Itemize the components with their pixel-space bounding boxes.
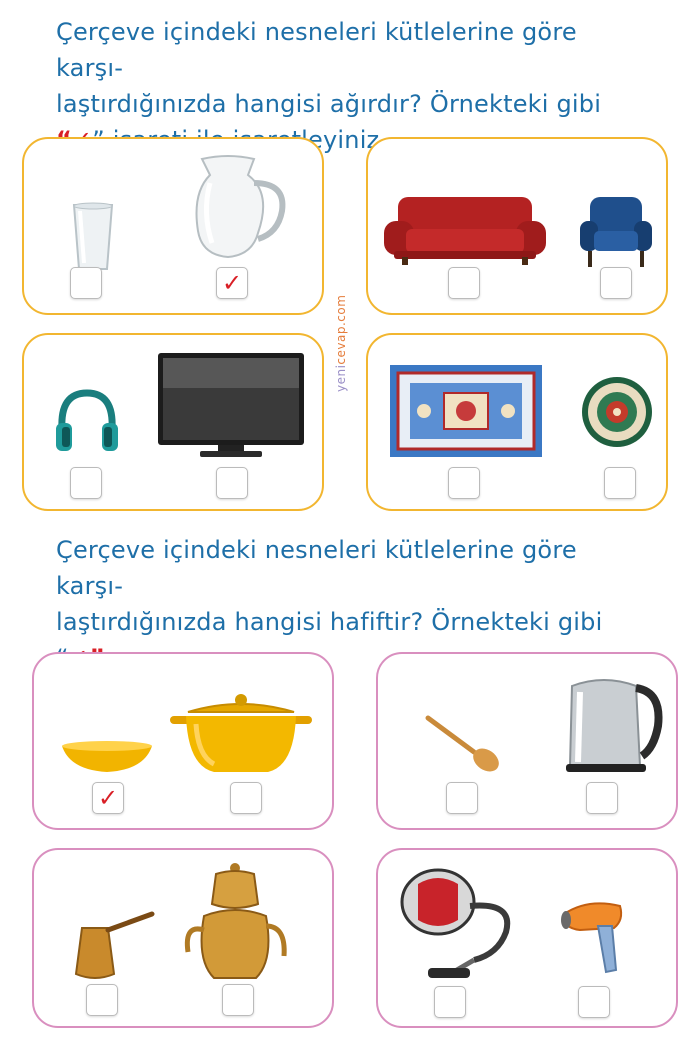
check-icon: ✓ [97,784,119,812]
checkbox-coffee-pot[interactable] [86,984,118,1016]
instruction-line: laştırdığınızda hangisi ağırdır? Örnekteki gibi [56,90,602,118]
checkbox-spoon[interactable] [446,782,478,814]
checkbox-large-rug[interactable] [448,467,480,499]
pair-card-bowl-pot [32,652,334,830]
checkbox-kettle[interactable] [586,782,618,814]
watermark-part: cevap.com [334,294,348,365]
headphones-icon [52,385,122,455]
pair-card-vacuum-dryer [376,848,678,1028]
pair-card-spoon-kettle [376,652,678,830]
instruction-text: laştırdığınızda hangisi hafiftir? Örnekteki gibi [56,608,603,636]
checkbox-small-rug[interactable] [604,467,636,499]
pot-icon [168,690,314,776]
sofa-icon [380,193,550,267]
kettle-icon [558,672,664,776]
glass-icon [70,201,116,273]
vacuum-cleaner-icon [390,862,520,986]
large-rug-icon [388,363,544,459]
instruction-line: Çerçeve içindeki nesneleri kütlelerine göre karşı- [56,18,577,82]
checkbox-hair-dryer[interactable] [578,986,610,1018]
pair-card-glass-jug [22,137,324,315]
coffee-pot-icon [74,908,156,982]
hair-dryer-icon [558,896,628,976]
checkbox-jug[interactable] [216,267,248,299]
pair-card-rugs [366,333,668,511]
checkbox-headphones[interactable] [70,467,102,499]
watermark-part: yeni [334,364,348,392]
jug-icon [188,153,292,263]
small-round-rug-icon [580,375,654,449]
checkbox-glass[interactable] [70,267,102,299]
watermark [334,262,354,392]
instruction-line: Çerçeve içindeki nesneleri kütlelerine göre karşı- [56,536,577,600]
checkbox-sofa[interactable] [448,267,480,299]
checkbox-bowl[interactable] [92,782,124,814]
checkbox-teapot[interactable] [222,984,254,1016]
teapot-icon [180,860,290,986]
armchair-icon [578,193,654,269]
pair-card-sofa-armchair [366,137,668,315]
check-icon: ✓ [221,269,243,297]
tv-icon [156,351,306,461]
checkbox-vacuum[interactable] [434,986,466,1018]
checkbox-tv[interactable] [216,467,248,499]
spoon-icon [424,712,504,774]
pair-card-coffeepot-teapot [32,848,334,1028]
pair-card-headphones-tv [22,333,324,511]
checkbox-armchair[interactable] [600,267,632,299]
bowl-icon [60,740,154,774]
checkbox-pot[interactable] [230,782,262,814]
